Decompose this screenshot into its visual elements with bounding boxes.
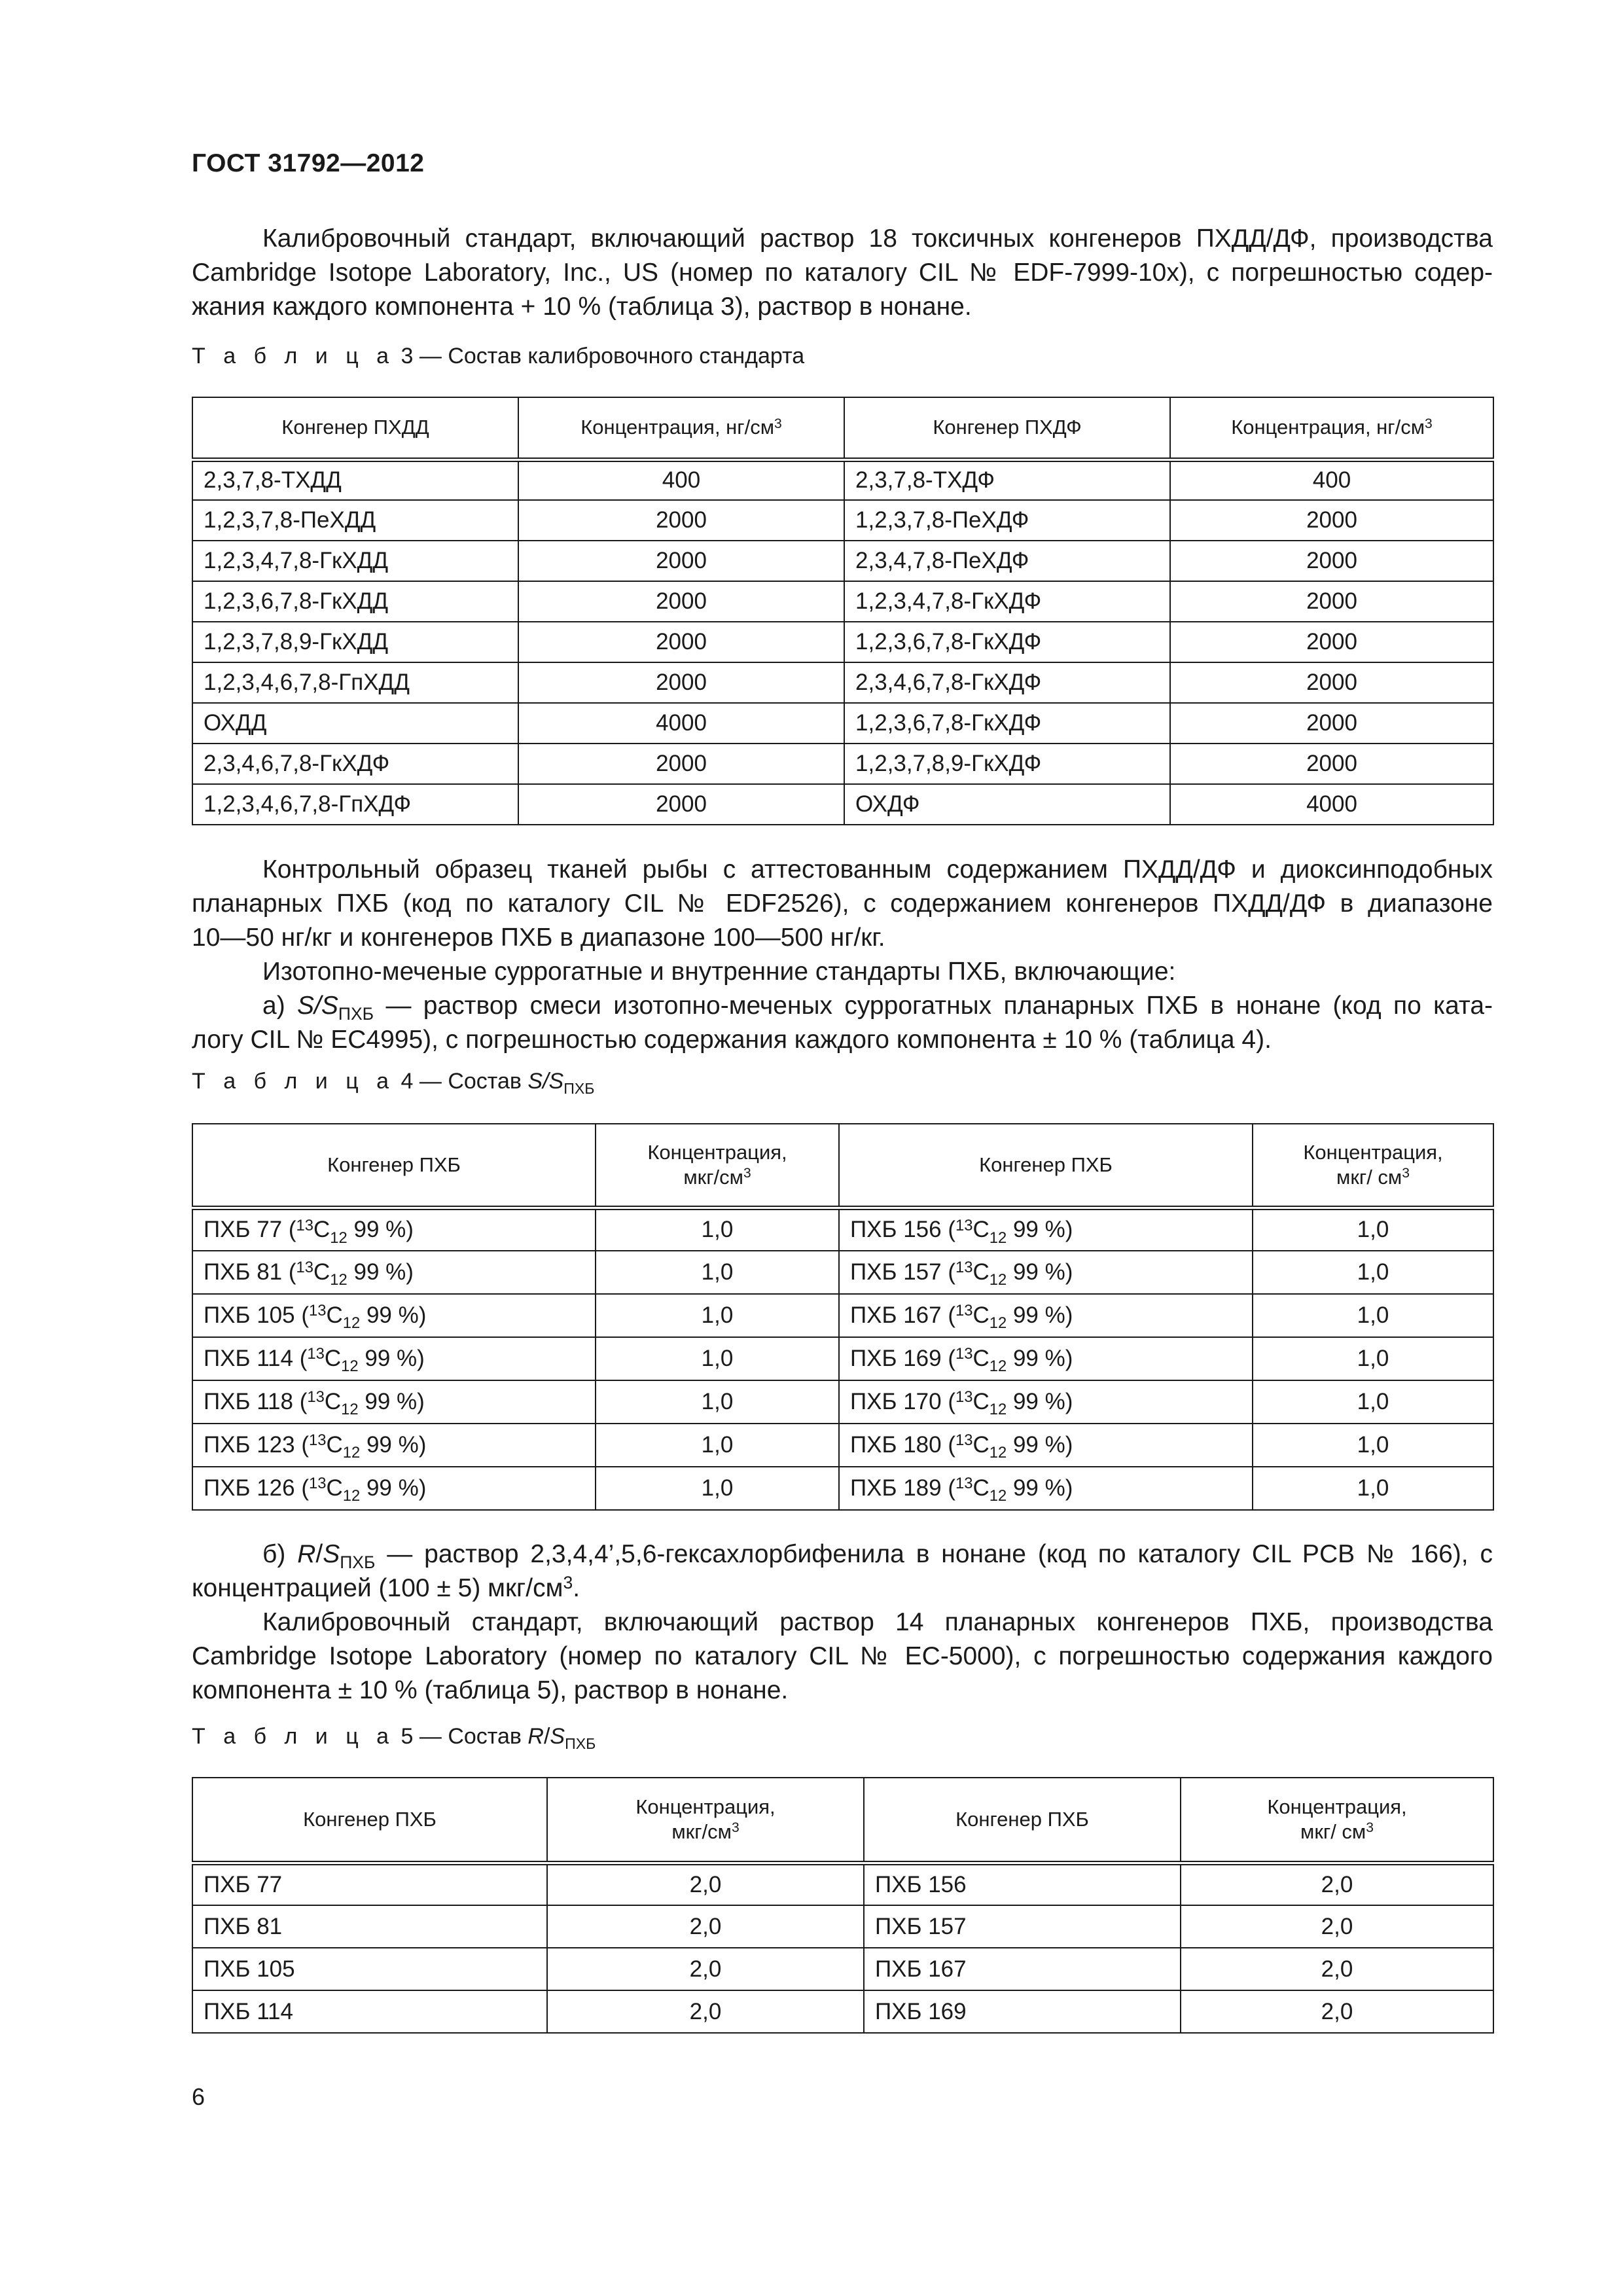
table-cell: 1,2,3,6,7,8-ГкХДД [192, 581, 518, 622]
table-cell: 2000 [1170, 500, 1493, 541]
isotope-purity: 99 %) [360, 1432, 427, 1458]
isotope-mass: 13 [955, 1302, 973, 1320]
table-3-caption [192, 344, 804, 369]
table-cell: 1,2,3,7,8,9-ГкХДД [192, 622, 518, 662]
isotope-count: 12 [989, 1229, 1007, 1247]
isotope-mass: 13 [308, 1475, 327, 1493]
isotope-count: 12 [330, 1271, 348, 1289]
table-cell: ПХБ 77 [192, 1863, 547, 1905]
header-cell: Концентрация, $нг/см^3$ [1170, 397, 1493, 459]
congener-name: ПХБ 114 ( [204, 1346, 308, 1371]
header-cell: Конгенер ПХДФ [844, 397, 1170, 459]
congener-name: ПХБ 105 ( [204, 1302, 309, 1328]
table-cell: 1,0 [1253, 1424, 1493, 1467]
congener-name: ПХБ 167 ( [850, 1302, 955, 1328]
table-cell: ОХДФ [844, 784, 1170, 825]
table-cell [839, 1294, 1253, 1337]
header-cell: Конгенер ПХБ [192, 1778, 547, 1863]
isotope-element: C [326, 1432, 343, 1458]
isotope-purity: 99 %) [1007, 1259, 1073, 1285]
table-row [192, 784, 1493, 825]
table-cell [192, 1380, 596, 1424]
table-4-body [192, 1208, 1493, 1510]
isotope-purity: 99 %) [1007, 1217, 1073, 1243]
caption-text: — Состав калибровочного стандарта [419, 344, 805, 368]
table-row [192, 500, 1493, 541]
congener-name: ПХБ 77 ( [204, 1217, 296, 1243]
isotope-mass: 13 [308, 1431, 327, 1450]
isotope-mass: 13 [296, 1259, 313, 1277]
table-cell: ПХБ 157 [864, 1905, 1181, 1948]
table-cell: 2,3,4,6,7,8-ГкХДФ [192, 744, 518, 784]
isotope-purity: 99 %) [347, 1259, 414, 1285]
isotope-element: C [326, 1302, 343, 1328]
text-line: Калибровочный стандарт, включающий раствор 18 токсичных конгенеров ПХДД/ДФ, производства [262, 224, 1493, 253]
table-row [192, 1251, 1493, 1294]
table-row [192, 1380, 1493, 1424]
table-row [192, 459, 1493, 500]
page-number: 6 [192, 2083, 205, 2110]
isotope-purity: 99 %) [360, 1475, 427, 1501]
isotope-element: C [972, 1389, 990, 1414]
table-cell: 2,0 [547, 1863, 864, 1905]
table-cell: 2,0 [1181, 1990, 1493, 2033]
table-cell: ПХБ 169 [864, 1990, 1181, 2033]
table-cell: 1,2,3,4,6,7,8-ГпХДД [192, 662, 518, 703]
text-line: логу CIL № EC4995), с погрешностью содержания каждого компонента ± 10 % (таблица 4). [192, 1026, 1272, 1054]
table-cell: 2,0 [1181, 1948, 1493, 1990]
caption-text: — Состав [419, 1724, 528, 1749]
caption-label: Т а б л и ц а [192, 344, 395, 368]
isotope-count: 12 [989, 1401, 1007, 1419]
table-cell [839, 1251, 1253, 1294]
caption-label: Т а б л и ц а [192, 1069, 395, 1094]
table-cell: 4000 [518, 703, 844, 744]
table-cell: 1,0 [596, 1294, 839, 1337]
congener-name: ПХБ 189 ( [850, 1475, 955, 1501]
table-cell [192, 1424, 596, 1467]
table-row [192, 1990, 1493, 2033]
table-row [192, 1294, 1493, 1337]
isotope-purity: 99 %) [1007, 1302, 1073, 1328]
isotope-purity: 99 %) [1007, 1432, 1073, 1458]
isotope-element: C [972, 1432, 990, 1458]
congener-name: ПХБ 118 ( [204, 1389, 308, 1414]
isotope-mass: 13 [955, 1475, 973, 1493]
text-line: Cambridge Isotope Laboratory (номер по каталогу CIL № EC-5000), с погрешностью содержания каждого [192, 1642, 1493, 1670]
header-cell: Концентрация, мкг/$см^3$ [547, 1778, 864, 1863]
table-cell: 2000 [1170, 622, 1493, 662]
table-5-caption: Т а б л и ц а 5 — Состав $R/S_{ПХБ}$ [192, 1724, 596, 1753]
table-cell: ПХБ 81 [192, 1905, 547, 1948]
text-line: планарных ПХБ (код по каталогу CIL № EDF2526), с содержанием конгенеров ПХДД/ДФ в диапазоне [192, 889, 1493, 918]
isotope-count: 12 [342, 1314, 361, 1333]
text-line: жания каждого компонента + 10 % (таблица 3), раствор в нонане. [192, 293, 972, 321]
table-cell [839, 1424, 1253, 1467]
table-cell: 1,0 [1253, 1337, 1493, 1380]
header-cell: Концентрация, $нг/см^3$ [518, 397, 844, 459]
table-cell: 1,2,3,7,8,9-ГкХДФ [844, 744, 1170, 784]
isotope-element: C [972, 1475, 990, 1501]
table-4-caption [192, 1069, 595, 1098]
table-cell: 1,2,3,7,8-ПеХДФ [844, 500, 1170, 541]
table-row [192, 1948, 1493, 1990]
table-cell: ПХБ 156 [864, 1863, 1181, 1905]
header-cell: Концентрация, мкг/ $см^3$ [1181, 1778, 1493, 1863]
isotope-mass: 13 [955, 1345, 973, 1363]
table-header-row [192, 397, 1493, 459]
table-3 [192, 397, 1494, 825]
table-cell [192, 1337, 596, 1380]
isotope-count: 12 [342, 1444, 361, 1462]
table-cell [192, 1294, 596, 1337]
caption-number: 5 [401, 1724, 414, 1749]
table-cell: 1,0 [596, 1337, 839, 1380]
isotope-count: 12 [330, 1229, 348, 1247]
table-5-body [192, 1863, 1493, 2033]
table-cell: 2000 [518, 500, 844, 541]
congener-name: ПХБ 157 ( [850, 1259, 955, 1285]
text-line: 10—50 нг/кг и конгенеров ПХБ в диапазоне 100—500 нг/кг. [192, 924, 885, 952]
table-cell: 1,2,3,7,8-ПеХДД [192, 500, 518, 541]
isotope-purity: 99 %) [1007, 1475, 1073, 1501]
congener-name: ПХБ 81 ( [204, 1259, 296, 1285]
table-row [192, 622, 1493, 662]
isotope-mass: 13 [955, 1431, 973, 1450]
isotope-mass: 13 [308, 1302, 327, 1320]
table-row [192, 1337, 1493, 1380]
header-cell: Концентрация, мкг/$см^3$ [596, 1124, 839, 1208]
paragraph-internal-standard [192, 1537, 1493, 1708]
table-cell: 2000 [518, 541, 844, 581]
table-cell: 2000 [518, 622, 844, 662]
table-cell: 1,0 [596, 1251, 839, 1294]
congener-name: ПХБ 170 ( [850, 1389, 955, 1414]
table-row [192, 1424, 1493, 1467]
isotope-count: 12 [989, 1487, 1007, 1505]
header-cell: Конгенер ПХБ [864, 1778, 1181, 1863]
paragraph-control-sample [192, 853, 1493, 1057]
table-cell: ПХБ 167 [864, 1948, 1181, 1990]
isotope-element: C [972, 1217, 990, 1243]
text-line: концентрацией (100 ± 5) мкг/$см^3$. [192, 1573, 580, 1602]
table-cell: 2000 [1170, 581, 1493, 622]
table-row [192, 1467, 1493, 1510]
table-cell [839, 1337, 1253, 1380]
header-cell: Конгенер ПХДД [192, 397, 518, 459]
table-cell: 2,3,4,7,8-ПеХДФ [844, 541, 1170, 581]
caption-label: Т а б л и ц а [192, 1724, 395, 1749]
table-cell: 2,0 [547, 1905, 864, 1948]
table-cell: 1,0 [596, 1467, 839, 1510]
congener-name: ПХБ 156 ( [850, 1217, 955, 1243]
table-cell: 2,3,7,8-ТХДФ [844, 459, 1170, 500]
caption-subscript: ПХБ [565, 1735, 596, 1753]
table-row [192, 541, 1493, 581]
list-item-a: а) $S/S_{ПХБ}$ — раствор смеси изотопно-меченых суррогатных планарных ПХБ в нонане (код по ката- [262, 992, 1493, 1024]
table-cell: 2000 [518, 662, 844, 703]
table-cell: 1,2,3,4,7,8-ГкХДД [192, 541, 518, 581]
table-cell: 1,0 [596, 1380, 839, 1424]
isotope-mass: 13 [955, 1259, 973, 1277]
table-cell [192, 1208, 596, 1251]
table-cell: 400 [1170, 459, 1493, 500]
isotope-element: C [972, 1302, 990, 1328]
table-row [192, 581, 1493, 622]
header-cell: Конгенер ПХБ [839, 1124, 1253, 1208]
isotope-mass: 13 [955, 1388, 973, 1407]
list-item-b: б) $R/S_{ПХБ}$ — раствор 2,3,4,4’,5,6-гексахлорбифенила в нонане (код по каталогу CIL PCB № 166), с [262, 1540, 1493, 1573]
table-cell: 4000 [1170, 784, 1493, 825]
congener-name: ПХБ 126 ( [204, 1475, 309, 1501]
paragraph-calibration-standard [192, 222, 1493, 324]
table-cell: 2000 [518, 581, 844, 622]
isotope-purity: 99 %) [358, 1346, 425, 1371]
table-cell: 1,2,3,6,7,8-ГкХДФ [844, 622, 1170, 662]
table-row [192, 703, 1493, 744]
table-cell: 1,0 [596, 1208, 839, 1251]
table-header-row [192, 1124, 1493, 1208]
caption-symbol: R [527, 1724, 544, 1749]
table-cell: 2,0 [1181, 1863, 1493, 1905]
table-cell: ОХДД [192, 703, 518, 744]
table-cell: 2000 [518, 784, 844, 825]
congener-name: ПХБ 123 ( [204, 1432, 309, 1458]
header-cell: Концентрация, мкг/ $см^3$ [1253, 1124, 1493, 1208]
table-cell: 1,2,3,4,7,8-ГкХДФ [844, 581, 1170, 622]
table-cell: 2,0 [1181, 1905, 1493, 1948]
table-cell [192, 1467, 596, 1510]
isotope-count: 12 [989, 1314, 1007, 1333]
isotope-purity: 99 %) [1007, 1389, 1073, 1414]
table-row [192, 1208, 1493, 1251]
text-line: Калибровочный стандарт, включающий раствор 14 планарных конгенеров ПХБ, производства [262, 1608, 1493, 1636]
table-cell [192, 1251, 596, 1294]
isotope-purity: 99 %) [347, 1217, 414, 1243]
isotope-element: C [313, 1259, 330, 1285]
table-4 [192, 1123, 1494, 1511]
isotope-count: 12 [989, 1271, 1007, 1289]
table-cell: 1,0 [1253, 1380, 1493, 1424]
isotope-purity: 99 %) [1007, 1346, 1073, 1371]
isotope-element: C [313, 1217, 330, 1243]
isotope-count: 12 [341, 1401, 359, 1419]
caption-text: — Состав [419, 1069, 528, 1094]
table-cell: 1,0 [1253, 1467, 1493, 1510]
isotope-element: C [324, 1389, 342, 1414]
isotope-element: C [972, 1346, 990, 1371]
table-cell: 1,0 [596, 1424, 839, 1467]
congener-name: ПХБ 169 ( [850, 1346, 955, 1371]
congener-name: ПХБ 180 ( [850, 1432, 955, 1458]
table-row [192, 1863, 1493, 1905]
isotope-purity: 99 %) [360, 1302, 427, 1328]
table-cell: 400 [518, 459, 844, 500]
isotope-element: C [324, 1346, 342, 1371]
table-row [192, 744, 1493, 784]
document-code: ГОСТ 31792—2012 [192, 149, 425, 177]
isotope-mass: 13 [955, 1216, 973, 1234]
caption-number: 3 [401, 344, 414, 368]
isotope-count: 12 [989, 1444, 1007, 1462]
table-cell: 2000 [1170, 744, 1493, 784]
isotope-count: 12 [341, 1357, 359, 1376]
isotope-mass: 13 [307, 1388, 325, 1407]
table-cell: ПХБ 105 [192, 1948, 547, 1990]
table-cell: 1,0 [1253, 1251, 1493, 1294]
header-cell: Конгенер ПХБ [192, 1124, 596, 1208]
text-line: компонента ± 10 % (таблица 5), раствор в нонане. [192, 1676, 789, 1704]
table-cell: 2000 [1170, 541, 1493, 581]
table-cell: 2000 [518, 744, 844, 784]
table-cell: 2000 [1170, 662, 1493, 703]
isotope-purity: 99 %) [358, 1389, 425, 1414]
table-3-body [192, 459, 1493, 825]
caption-symbol: S/S [527, 1069, 564, 1094]
table-cell [839, 1467, 1253, 1510]
table-cell: 2,0 [547, 1990, 864, 2033]
table-cell: 1,2,3,6,7,8-ГкХДФ [844, 703, 1170, 744]
table-header-row [192, 1778, 1493, 1863]
table-cell: 2,3,4,6,7,8-ГкХДФ [844, 662, 1170, 703]
table-cell: 2,3,7,8-ТХДД [192, 459, 518, 500]
table-cell: 2000 [1170, 703, 1493, 744]
isotope-count: 12 [989, 1357, 1007, 1376]
table-row [192, 1905, 1493, 1948]
caption-symbol: S [550, 1724, 565, 1749]
table-cell: 1,0 [1253, 1294, 1493, 1337]
text-line: Контрольный образец тканей рыбы с аттестованным содержанием ПХДД/ДФ и диоксинподобных [262, 855, 1493, 884]
table-cell [839, 1208, 1253, 1251]
table-cell: 1,2,3,4,6,7,8-ГпХДФ [192, 784, 518, 825]
table-cell: 1,0 [1253, 1208, 1493, 1251]
isotope-count: 12 [342, 1487, 361, 1505]
isotope-mass: 13 [307, 1345, 325, 1363]
isotope-mass: 13 [296, 1216, 313, 1234]
table-cell [839, 1380, 1253, 1424]
table-cell: 2,0 [547, 1948, 864, 1990]
text-line: Cambridge Isotope Laboratory, Inc., US (номер по каталогу CIL № EDF-7999-10x), с погрешностью содер- [192, 259, 1493, 287]
caption-subscript: ПХБ [563, 1080, 595, 1098]
table-cell: ПХБ 114 [192, 1990, 547, 2033]
caption-number: 4 [401, 1069, 414, 1094]
table-5 [192, 1777, 1494, 2034]
text-line: Изотопно-меченые суррогатные и внутренние стандарты ПХБ, включающие: [262, 958, 1176, 986]
isotope-element: C [972, 1259, 990, 1285]
table-row [192, 662, 1493, 703]
isotope-element: C [326, 1475, 343, 1501]
